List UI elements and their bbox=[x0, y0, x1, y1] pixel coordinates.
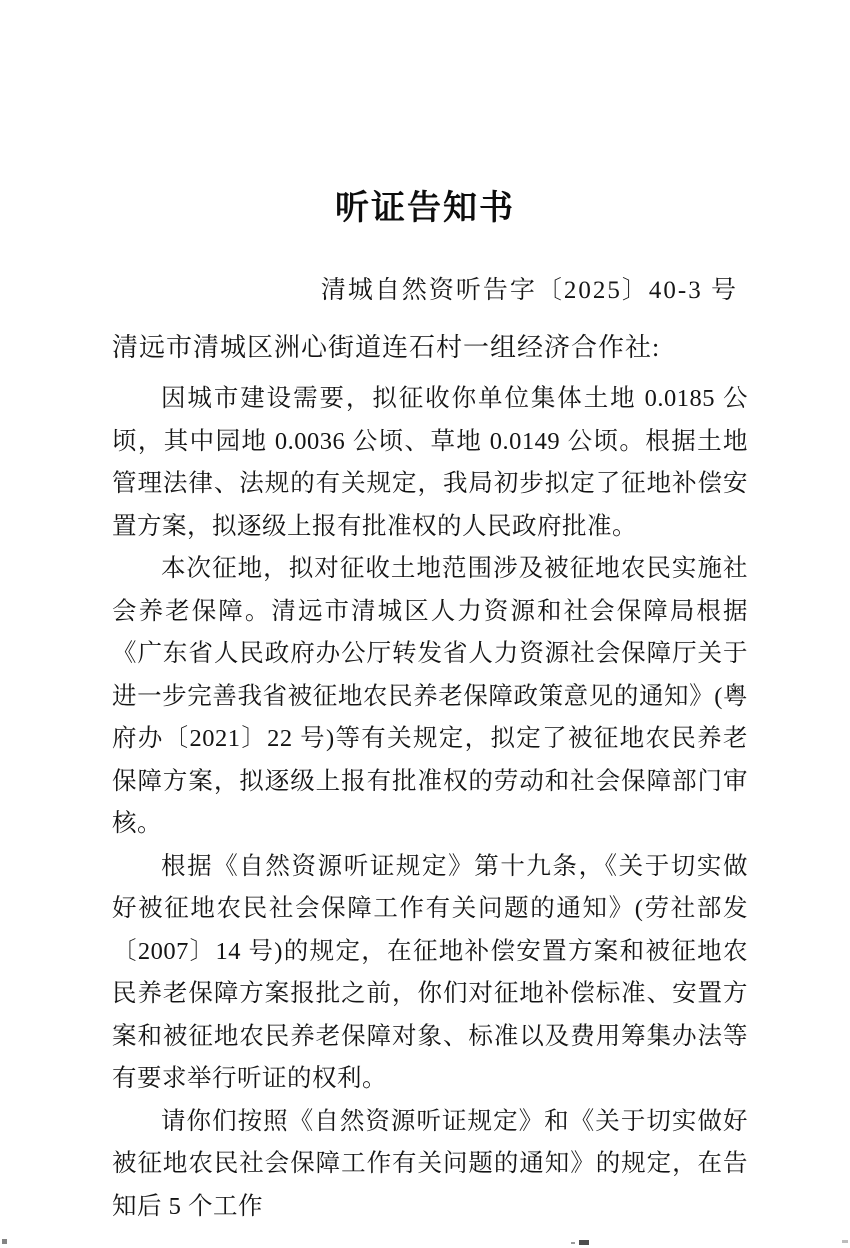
document-body bbox=[112, 332, 748, 1228]
document-title: 听证告知书 bbox=[335, 189, 515, 227]
recipient-line: 清远市清城区洲心街道连石村一组经济合作社: bbox=[112, 333, 661, 362]
body-paragraph: 根据《自然资源听证规定》第十九条，《关于切实做好被征地农民社会保障工作有关问题的通知》(劳社部发〔2007〕14 号)的规定，在征地补偿安置方案和被征地农民养老保障方案报批之前，你们对征地补偿标准、安置方案和被征地农民养老保障对象、标准以及费用筹集办法等有要求举行听证的权利。 bbox=[112, 852, 748, 1092]
body-paragraph: 请你们按照《自然资源听证规定》和《关于切实做好被征地农民社会保障工作有关问题的通知》的规定，在告知后 5 个工作 bbox=[112, 1107, 748, 1220]
scan-artifact bbox=[2, 1239, 7, 1244]
scan-artifact bbox=[842, 1240, 848, 1243]
scan-artifact bbox=[571, 1242, 575, 1244]
body-paragraph: 因城市建设需要，拟征收你单位集体土地 0.0185 公顷，其中园地 0.0036 公顷、草地 0.0149 公顷。根据土地管理法律、法规的有关规定，我局初步拟定了征地补偿安置方案，拟逐级上报有批准权的人民政府批准。 bbox=[112, 385, 748, 540]
scan-artifact bbox=[579, 1240, 589, 1245]
body-paragraph: 本次征地，拟对征收土地范围涉及被征地农民实施社会养老保障。清远市清城区人力资源和社会保障局根据《广东省人民政府办公厅转发省人力资源社会保障厅关于进一步完善我省被征地农民养老保障政策意见的通知》(粤府办〔2021〕22 号)等有关规定，拟定了被征地农民养老保障方案，拟逐级上报有批准权的劳动和社会保障部门审核。 bbox=[112, 555, 748, 837]
document-number: 清城自然资听告字〔2025〕40-3 号 bbox=[320, 277, 738, 304]
